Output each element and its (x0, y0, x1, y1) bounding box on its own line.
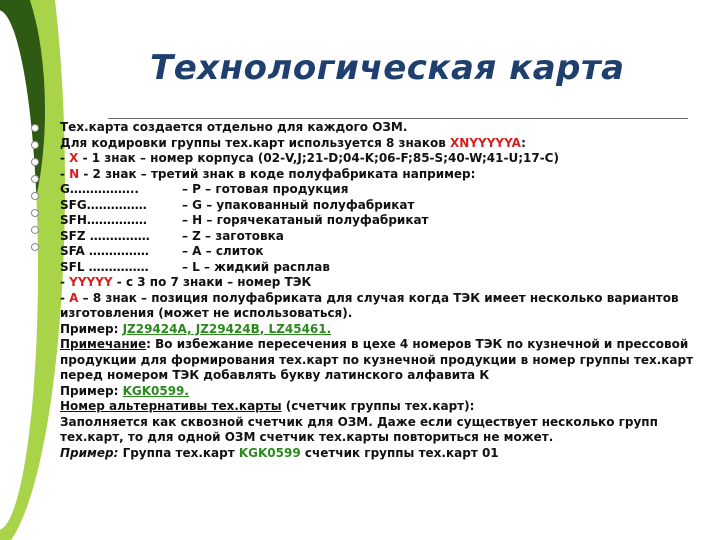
group-code-format: XNYYYYYA (450, 135, 522, 150)
text-line: Пример: KGK0599. (60, 383, 189, 398)
text-line: Для кодировки группы тех.карт используется 8 знаков XNYYYYYA: (60, 135, 526, 150)
bullet-icon (31, 192, 39, 200)
bullet-icon (31, 175, 39, 183)
note-paragraph: Примечание: Во избежание пересечения в цехе 4 номеров ТЭК по кузнечной и прессовой продукции для формирования тех.карт по кузнечной продукции в номер группы тех.карт перед номером ТЭК добавлять букву латинского алфавита К (60, 337, 694, 382)
text-line: - N - 2 знак – третий знак в коде полуфабриката например: (60, 166, 476, 181)
code-table-row: SFG…………… – G – упакованный полуфабрикат (60, 197, 415, 212)
text-line: Пример: Группа тех.карт KGK0599 счетчик группы тех.карт 01 (60, 445, 499, 460)
slide-body-text (60, 120, 700, 461)
code-table-row: SFH…………… – H – горячекатаный полуфабрикат (60, 213, 429, 227)
title-underline-divider (108, 118, 688, 119)
text-line: Тех.карта создается отдельно для каждого ОЗМ. (60, 120, 408, 134)
text-line: - X - 1 знак – номер корпуса (02-V,J;21-D;04-K;06-F;85-S;40-W;41-U;17-C) (60, 151, 559, 165)
example-link[interactable]: KGK0599. (122, 383, 189, 398)
bullet-icon (31, 226, 39, 234)
code-table-row: SFA …………… – A – слиток (60, 244, 264, 258)
code-table-row: SFZ …………… – Z – заготовка (60, 228, 284, 243)
note-label: Примечание (60, 337, 147, 351)
bullet-icon (31, 243, 39, 251)
code-table-row: SFL …………… – L – жидкий расплав (60, 259, 330, 274)
text-paragraph: - A – 8 знак – позиция полуфабриката для случая когда ТЭК имеет несколько вариантов изготовления (может не использоваться). (60, 290, 679, 320)
slide-title: Технологическая карта (150, 48, 625, 88)
bullet-icon (31, 124, 39, 132)
bullet-icon (31, 158, 39, 166)
text-paragraph: Заполняется как сквозной счетчик для ОЗМ. Даже если существует несколько групп тех.карт, то для одной ОЗМ счетчик тех.карты повториться не может. (60, 414, 658, 444)
text-line: Номер альтернативы тех.карты (счетчик группы тех.карт): (60, 399, 475, 413)
bullet-icon (31, 141, 39, 149)
example-link[interactable]: JZ29424A, JZ29424B, LZ45461. (122, 321, 332, 336)
bullet-icon (31, 209, 39, 217)
text-line: Пример: JZ29424A, JZ29424B, LZ45461. (60, 321, 332, 336)
alternative-number-label: Номер альтернативы тех.карты (60, 399, 282, 413)
code-table-row: G…………….. – P – готовая продукция (60, 182, 349, 196)
text-line: - YYYYY - с 3 по 7 знаки – номер ТЭК (60, 275, 312, 289)
group-code-example: KGK0599 (238, 445, 301, 460)
